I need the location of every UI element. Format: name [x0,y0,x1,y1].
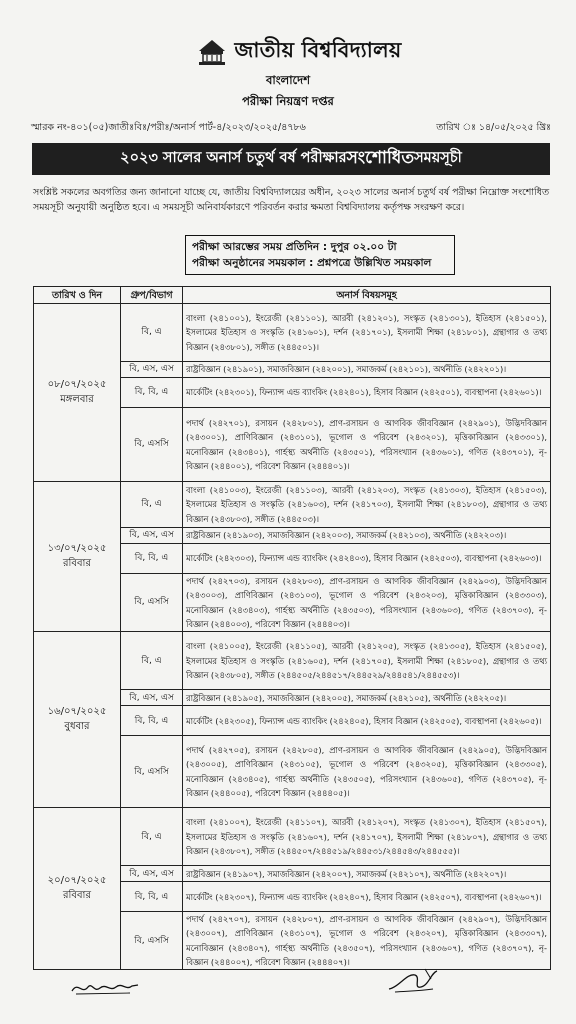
schedule-table [33,286,551,970]
banner-text-2: সময়সূচী [414,150,462,166]
exam-duration: পরীক্ষা অনুষ্ঠানের সময়কাল : প্রশ্নপত্রে উল্লিখিত সময়কাল [192,257,432,269]
table-header-row [34,287,551,304]
group-cell: বি, এসসি [121,736,183,808]
date-cell [34,482,121,632]
banner-text-revised: সংশোধিত [346,148,415,168]
group-cell: বি, বি, এ [121,544,183,574]
start-time: পরীক্ষা আরম্ভের সময় প্রতিদিন : দুপুর ০২.০০ টা [192,241,397,253]
group-cell: বি, এস, এস [121,362,183,378]
subjects-cell: রাষ্ট্রবিজ্ঞান (২৪১৯০৩), সমাজবিজ্ঞান (২৪২০০৩), সমাজকর্ম (২৪২১০৩), অর্থনীতি (২৪২২০৩)। [183,528,551,544]
exam-date: ১৩/০৭/২০২৫ [47,543,107,555]
university-logo-icon [195,37,229,67]
subjects-cell: বাংলা (২৪১০০৭), ইংরেজী (২৪১১০৭), আরবী (২৪১২০৭), সংস্কৃত (২৪১৩০৭), ইতিহাস (২৪১৫০৭), ইসলামের ইতিহাস ও সংস্কৃতি (২৪১৬০৭), দর্শন (২৪১৭০৭), ইসলামী শিক্ষা (২৪১৮০৭), গ্রন্থাগার ও তথ্য বিজ্ঞান (২৪৩৮০৭), সঙ্গীত (২৪৪৫০৭/২৪৪৫১৯/২৪৪৫৩১/২৪৪৫৪৩/২৪৪৫৫৫)। [183,808,551,866]
exam-date: ১৬/০৭/২০২৫ [47,706,107,718]
table-row [34,482,551,528]
subjects-cell: মার্কেটিং (২৪২৩০৫), ফিন্যান্স এন্ড ব্যাংকিং (২৪২৪০৫), হিসাব বিজ্ঞান (২৪২৫০৫), ব্যবস্থাপনা (২৪২৬০৫)। [183,706,551,736]
signatures [0,965,576,1005]
group-cell: বি, বি, এ [121,706,183,736]
group-cell: বি, বি, এ [121,882,183,912]
subjects-cell: রাষ্ট্রবিজ্ঞান (২৪১৯০১), সমাজবিজ্ঞান (২৪২০০১), সমাজকর্ম (২৪২১০১), অর্থনীতি (২৪২২০১)। [183,362,551,378]
signature-right [385,965,445,997]
subjects-cell: মার্কেটিং (২৪২৩০৭), ফিন্যান্স এন্ড ব্যাংকিং (২৪২৪০৭), হিসাব বিজ্ঞান (২৪২৫০৭), ব্যবস্থাপনা (২৪২৬০৭)। [183,882,551,912]
country-name: বাংলাদেশ [265,73,311,87]
exam-weekday: রবিবার [63,889,91,901]
subjects-cell: বাংলা (২৪১০০৩), ইংরেজী (২৪১১০৩), আরবী (২৪১২০৩), সংস্কৃত (২৪১৩০৩), ইতিহাস (২৪১৫০৩), ইসলামের ইতিহাস ও সংস্কৃতি (২৪১৬০৩), দর্শন (২৪১৭০৩), ইসলামী শিক্ষা (২৪১৮০৩), গ্রন্থাগার ও তথ্য বিজ্ঞান (২৪৩৮০৩), সঙ্গীত (২৪৪৫০৩)। [183,482,551,528]
subjects-cell: পদার্থ (২৪২৭০৩), রসায়ন (২৪২৮০৩), প্রাণ-রসায়ন ও আণবিক জীববিজ্ঞান (২৪২৯০৩), উদ্ভিদবিজ্ঞান (২৪৩০০৩), প্রাণিবিজ্ঞান (২৪৩১০৩), ভূগোল ও পরিবেশ (২৪৩২০৩), মৃত্তিকাবিজ্ঞান (২৪৩৩০৩), মনোবিজ্ঞান (২৪৩৪০৩), গার্হস্থ্য অর্থনীতি (২৪৩৫০৩), পরিসংখ্যান (২৪৩৬০৩), গণিত (২৪৩৭০৩), নৃ-বিজ্ঞান (২৪৪০০৩), পরিবেশ বিজ্ঞান (২৪৪৪০৩)। [183,574,551,632]
memo-date: তারিখ ঃ ১৪/০৫/২০২৫ খ্রিঃ [436,122,551,133]
table-row [34,632,551,690]
subjects-cell: পদার্থ (২৪২৭০৫), রসায়ন (২৪২৮০৫), প্রাণ-রসায়ন ও আণবিক জীববিজ্ঞান (২৪২৯০৫), উদ্ভিদবিজ্ঞান (২৪৩০০৫), প্রাণিবিজ্ঞান (২৪৩১০৫), ভূগোল ও পরিবেশ (২৪৩২০৫), মৃত্তিকাবিজ্ঞান (২৪৩৩০৫), মনোবিজ্ঞান (২৪৩৪০৫), গার্হস্থ্য অর্থনীতি (২৪৩৫০৫), পরিসংখ্যান (২৪৩৬০৫), গণিত (২৪৩৭০৫), নৃ-বিজ্ঞান (২৪৪০০৫), পরিবেশ বিজ্ঞান (২৪৪৪০৫)। [183,736,551,808]
group-cell: বি, এ [121,808,183,866]
banner-text-1: ২০২৩ সালের অনার্স চতুর্থ বর্ষ পরীক্ষার [120,150,347,166]
group-cell: বি, এসসি [121,574,183,632]
group-cell: বি, এ [121,304,183,362]
col-header-subjects: অনার্স বিষয়সমূহ [183,287,551,304]
col-header-date: তারিখ ও দিন [34,287,121,304]
group-cell: বি, বি, এ [121,378,183,408]
subjects-cell: পদার্থ (২৪২৭০১), রসায়ন (২৪২৮০১), প্রাণ-রসায়ন ও আণবিক জীববিজ্ঞান (২৪২৯০১), উদ্ভিদবিজ্ঞান (২৪৩০০১), প্রাণিবিজ্ঞান (২৪৩১০১), ভূগোল ও পরিবেশ (২৪৩২০১), মৃত্তিকাবিজ্ঞান (২৪৩৩০১), মনোবিজ্ঞান (২৪৩৪০১), গার্হস্থ্য অর্থনীতি (২৪৩৫০১), পরিসংখ্যান (২৪৩৬০১), গণিত (২৪৩৭০১), নৃ-বিজ্ঞান (২৪৪০০১), পরিবেশ বিজ্ঞান (২৪৪৪০১)। [183,408,551,482]
table-row [34,304,551,362]
group-cell: বি, এ [121,632,183,690]
exam-weekday: রবিবার [63,557,91,569]
subjects-cell: বাংলা (২৪১০০১), ইংরেজী (২৪১১০১), আরবী (২৪১২০১), সংস্কৃত (২৪১৩০১), ইতিহাস (২৪১৫০১), ইসলামের ইতিহাস ও সংস্কৃতি (২৪১৬০১), দর্শন (২৪১৭০১), ইসলামী শিক্ষা (২৪১৮০১), গ্রন্থাগার ও তথ্য বিজ্ঞান (২৪৩৮০১), সঙ্গীত (২৪৪৫০১)। [183,304,551,362]
subjects-cell: বাংলা (২৪১০০৫), ইংরেজী (২৪১১০৫), আরবী (২৪১২০৫), সংস্কৃত (২৪১৩০৫), ইতিহাস (২৪১৫০৫), ইসলামের ইতিহাস ও সংস্কৃতি (২৪১৬০৫), দর্শন (২৪১৭০৫), ইসলামী শিক্ষা (২৪১৮০৫), গ্রন্থাগার ও তথ্য বিজ্ঞান (২৪৩৮০৫), সঙ্গীত (২৪৪৫০৫/২৪৪৫১৭/২৪৪৫২৯/২৪৪৫৪১/২৪৪৫৫৩)। [183,632,551,690]
exam-weekday: বুধবার [64,720,90,732]
group-cell: বি, এসসি [121,408,183,482]
group-cell: বি, এ [121,482,183,528]
intro-paragraph: সংশ্লিষ্ট সকলের অবগতির জন্য জানানো যাচ্ছে যে, জাতীয় বিশ্ববিদ্যালয়ের অধীন, ২০২৩ সালের অনার্স চতুর্থ বর্ষ পরীক্ষা নিম্নোক্ত সংশোধিত সময়সূচী অনুযায়ী অনুষ্ঠিত হবে। এ সময়সূচী অনিবার্যকারণে পরিবর্তন করার ক্ষমতা বিশ্ববিদ্যালয় কর্তৃপক্ষ সংরক্ষণ করে। [33,187,549,213]
date-cell [34,304,121,482]
memo-number: স্মারক নং-৪০১(০৫)জাতীঃবিঃ/পরীঃ/অনার্স পার্ট-৪/২০২৩/২০২৫/৪৭৮৬ [31,122,306,133]
subjects-cell: রাষ্ট্রবিজ্ঞান (২৪১৯০৫), সমাজবিজ্ঞান (২৪২০০৫), সমাজকর্ম (২৪২১০৫), অর্থনীতি (২৪২২০৫)। [183,690,551,706]
date-cell [34,808,121,970]
subjects-cell: পদার্থ (২৪২৭০৭), রসায়ন (২৪২৮০৭), প্রাণ-রসায়ন ও আণবিক জীববিজ্ঞান (২৪২৯০৭), উদ্ভিদবিজ্ঞান (২৪৩০০৭), প্রাণিবিজ্ঞান (২৪৩১০৭), ভূগোল ও পরিবেশ (২৪৩২০৭), মৃত্তিকাবিজ্ঞান (২৪৩৩০৭), মনোবিজ্ঞান (২৪৩৪০৭), গার্হস্থ্য অর্থনীতি (২৪৩৫০৭), পরিসংখ্যান (২৪৩৬০৭), গণিত (২৪৩৭০৭), নৃ-বিজ্ঞান (২৪৪০০৭), পরিবেশ বিজ্ঞান (২৪৪৪০৭)। [183,912,551,970]
subjects-cell: মার্কেটিং (২৪২৩০১), ফিন্যান্স এন্ড ব্যাংকিং (২৪২৪০১), হিসাব বিজ্ঞান (২৪২৫০১), ব্যবস্থাপনা (২৪২৬০১)। [183,378,551,408]
letterhead [0,34,576,112]
group-cell: বি, এসসি [121,912,183,970]
date-cell [34,632,121,808]
group-cell: বি, এস, এস [121,690,183,706]
table-row [34,808,551,866]
subjects-cell: রাষ্ট্রবিজ্ঞান (২৪১৯০৭), সমাজবিজ্ঞান (২৪২০০৭), সমাজকর্ম (২৪২১০৭), অর্থনীতি (২৪২২০৭)। [183,866,551,882]
office-name: পরীক্ষা নিয়ন্ত্রণ দপ্তর [242,94,334,108]
brand [20,34,576,69]
memo-row [31,120,551,135]
group-cell: বি, এস, এস [121,866,183,882]
signature-left [70,973,140,999]
exam-weekday: মঙ্গলবার [60,393,94,405]
exam-date: ২০/০৭/২০২৫ [47,875,107,887]
exam-time-box [185,235,455,275]
university-name: জাতীয় বিশ্ববিদ্যালয় [234,38,402,62]
subjects-cell: মার্কেটিং (২৪২৩০৩), ফিন্যান্স এন্ড ব্যাংকিং (২৪২৪০৩), হিসাব বিজ্ঞান (২৪২৫০৩), ব্যবস্থাপনা (২৪২৬০৩)। [183,544,551,574]
title-banner [32,143,550,175]
exam-date: ০৮/০৭/২০২৫ [47,379,107,391]
col-header-group: গ্রুপ/বিভাগ [121,287,183,304]
group-cell: বি, এস, এস [121,528,183,544]
